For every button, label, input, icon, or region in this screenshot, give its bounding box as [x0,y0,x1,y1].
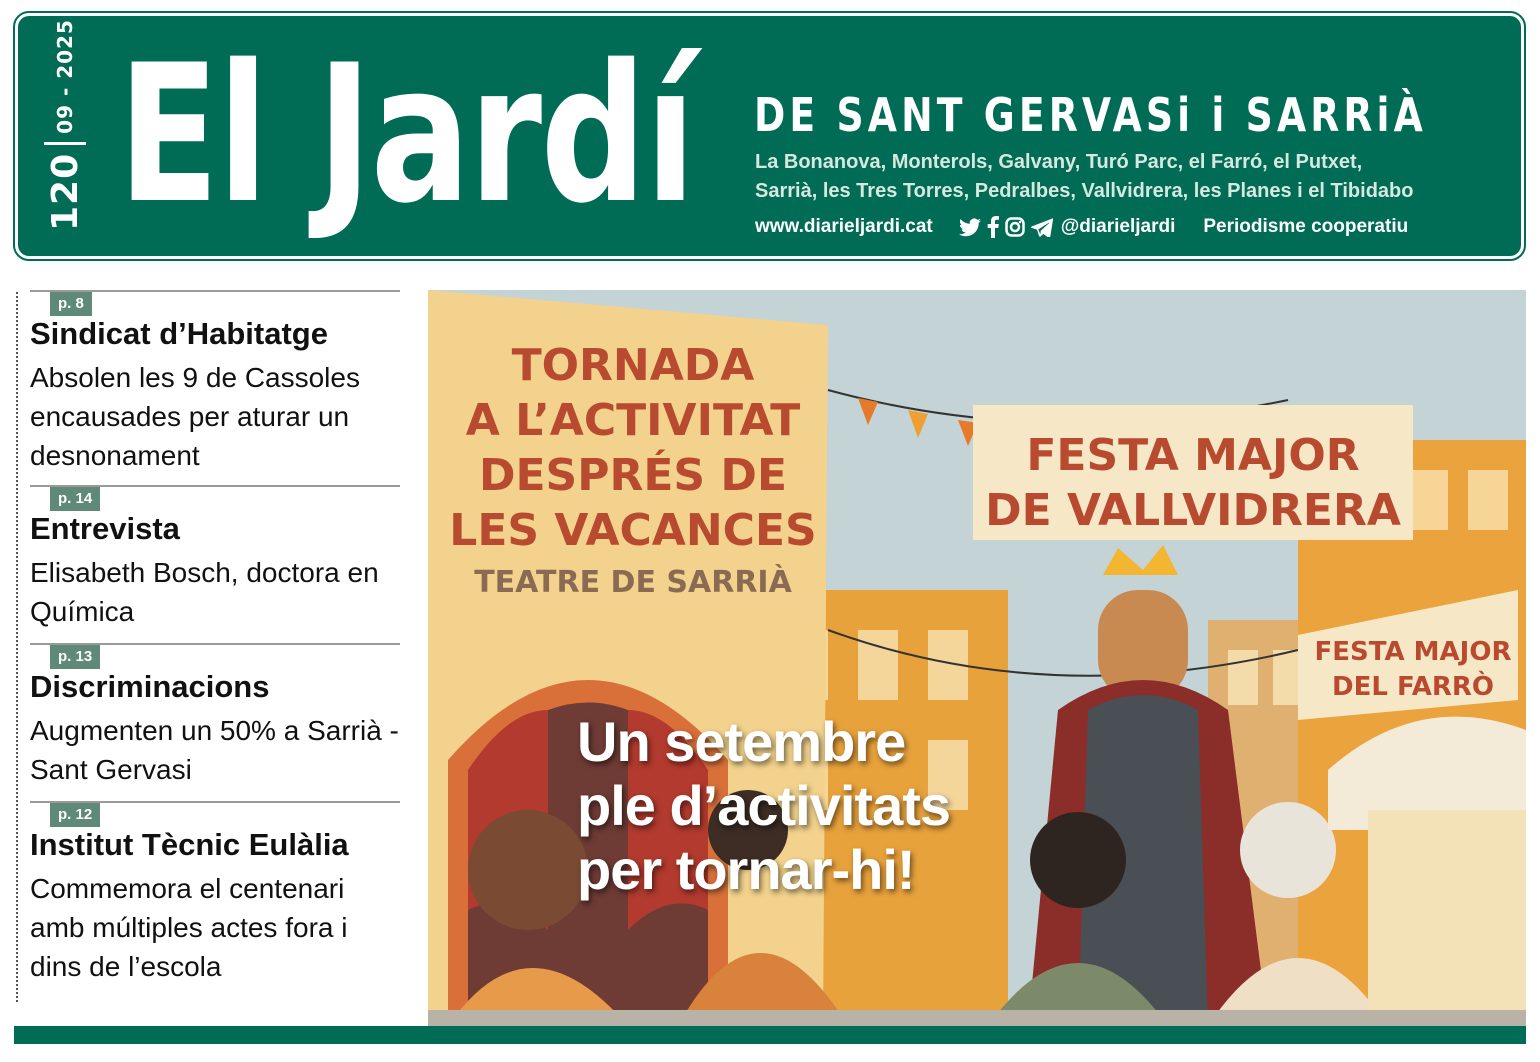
story-headline: Sindicat d’Habitatge [30,316,328,351]
page-badge: p. 13 [50,645,100,669]
banner2-line-1: FESTA MAJOR [1314,637,1512,667]
issue-date: 09 - 2025 [53,19,77,134]
neighborhoods-line-1: La Bonanova, Monterols, Galvany, Turó Parc, el Farró, el Putxet, [755,151,1363,173]
issue-separator [44,142,86,145]
bottom-bar [14,1026,1526,1044]
story-headline: Entrevista [30,511,180,546]
motto: Periodisme cooperatiu [1203,216,1409,237]
story-summary: Augmenten un 50% a Sarrià - Sant Gervasi [30,715,399,785]
issue-info [44,16,86,231]
issue-number: 120 [44,152,86,231]
story-headline: Institut Tècnic Eulàlia [30,827,349,862]
banner2-line-2: DEL FARRÒ [1331,672,1495,702]
social-handle[interactable]: @diarieljardi [1060,216,1176,237]
telegram-icon[interactable] [1031,218,1053,237]
page-badge: p. 14 [50,487,100,511]
poster-line-3: DESPRÉS DE [478,450,788,501]
cover-headline-line-1: Un setembre [577,710,906,773]
cover-headline-line-2: ple d’activitats [577,774,951,837]
poster-line-2: A L’ACTIVITAT [465,395,801,446]
twitter-icon[interactable] [959,218,981,237]
facebook-icon[interactable] [987,216,999,238]
story-headline: Discriminacions [30,669,270,704]
masthead-footer [755,216,1408,238]
banner1-line-1: FESTA MAJOR [1026,430,1360,481]
cover-headline [577,710,950,902]
column-dotted-divider [16,292,18,1002]
tagline: DE SANT GERVASi i SARRiÀ [754,88,1427,142]
banner1-line-2: DE VALLVIDRERA [985,485,1401,536]
festival-illustration [428,290,1526,1026]
neighborhoods [755,148,1535,206]
cover-headline-line-3: per tornar-hi! [577,838,915,901]
neighborhoods-line-2: Sarrià, les Tres Torres, Pedralbes, Vallvidrera, les Planes i el Tibidabo [755,180,1414,202]
social-icons [959,216,1053,238]
poster-line-1: TORNADA [511,340,755,391]
story-summary: Absolen les 9 de Cassoles encausades per aturar un desnonament [30,362,360,471]
website-link[interactable]: www.diarieljardi.cat [755,216,933,237]
page-badge: p. 12 [50,803,100,827]
story-summary: Elisabeth Bosch, doctora en Química [30,557,379,627]
masthead [15,13,1524,259]
cover-illustration [428,290,1526,1026]
poster-line-4: LES VACANCES [449,505,817,556]
poster-line-5: TEATRE DE SARRIÀ [474,565,792,600]
logo: El Jardí [118,24,695,245]
page-badge: p. 8 [50,292,92,316]
story-summary: Commemora el centenari amb múltiples actes fora i dins de l’escola [30,873,348,982]
instagram-icon[interactable] [1005,217,1025,237]
